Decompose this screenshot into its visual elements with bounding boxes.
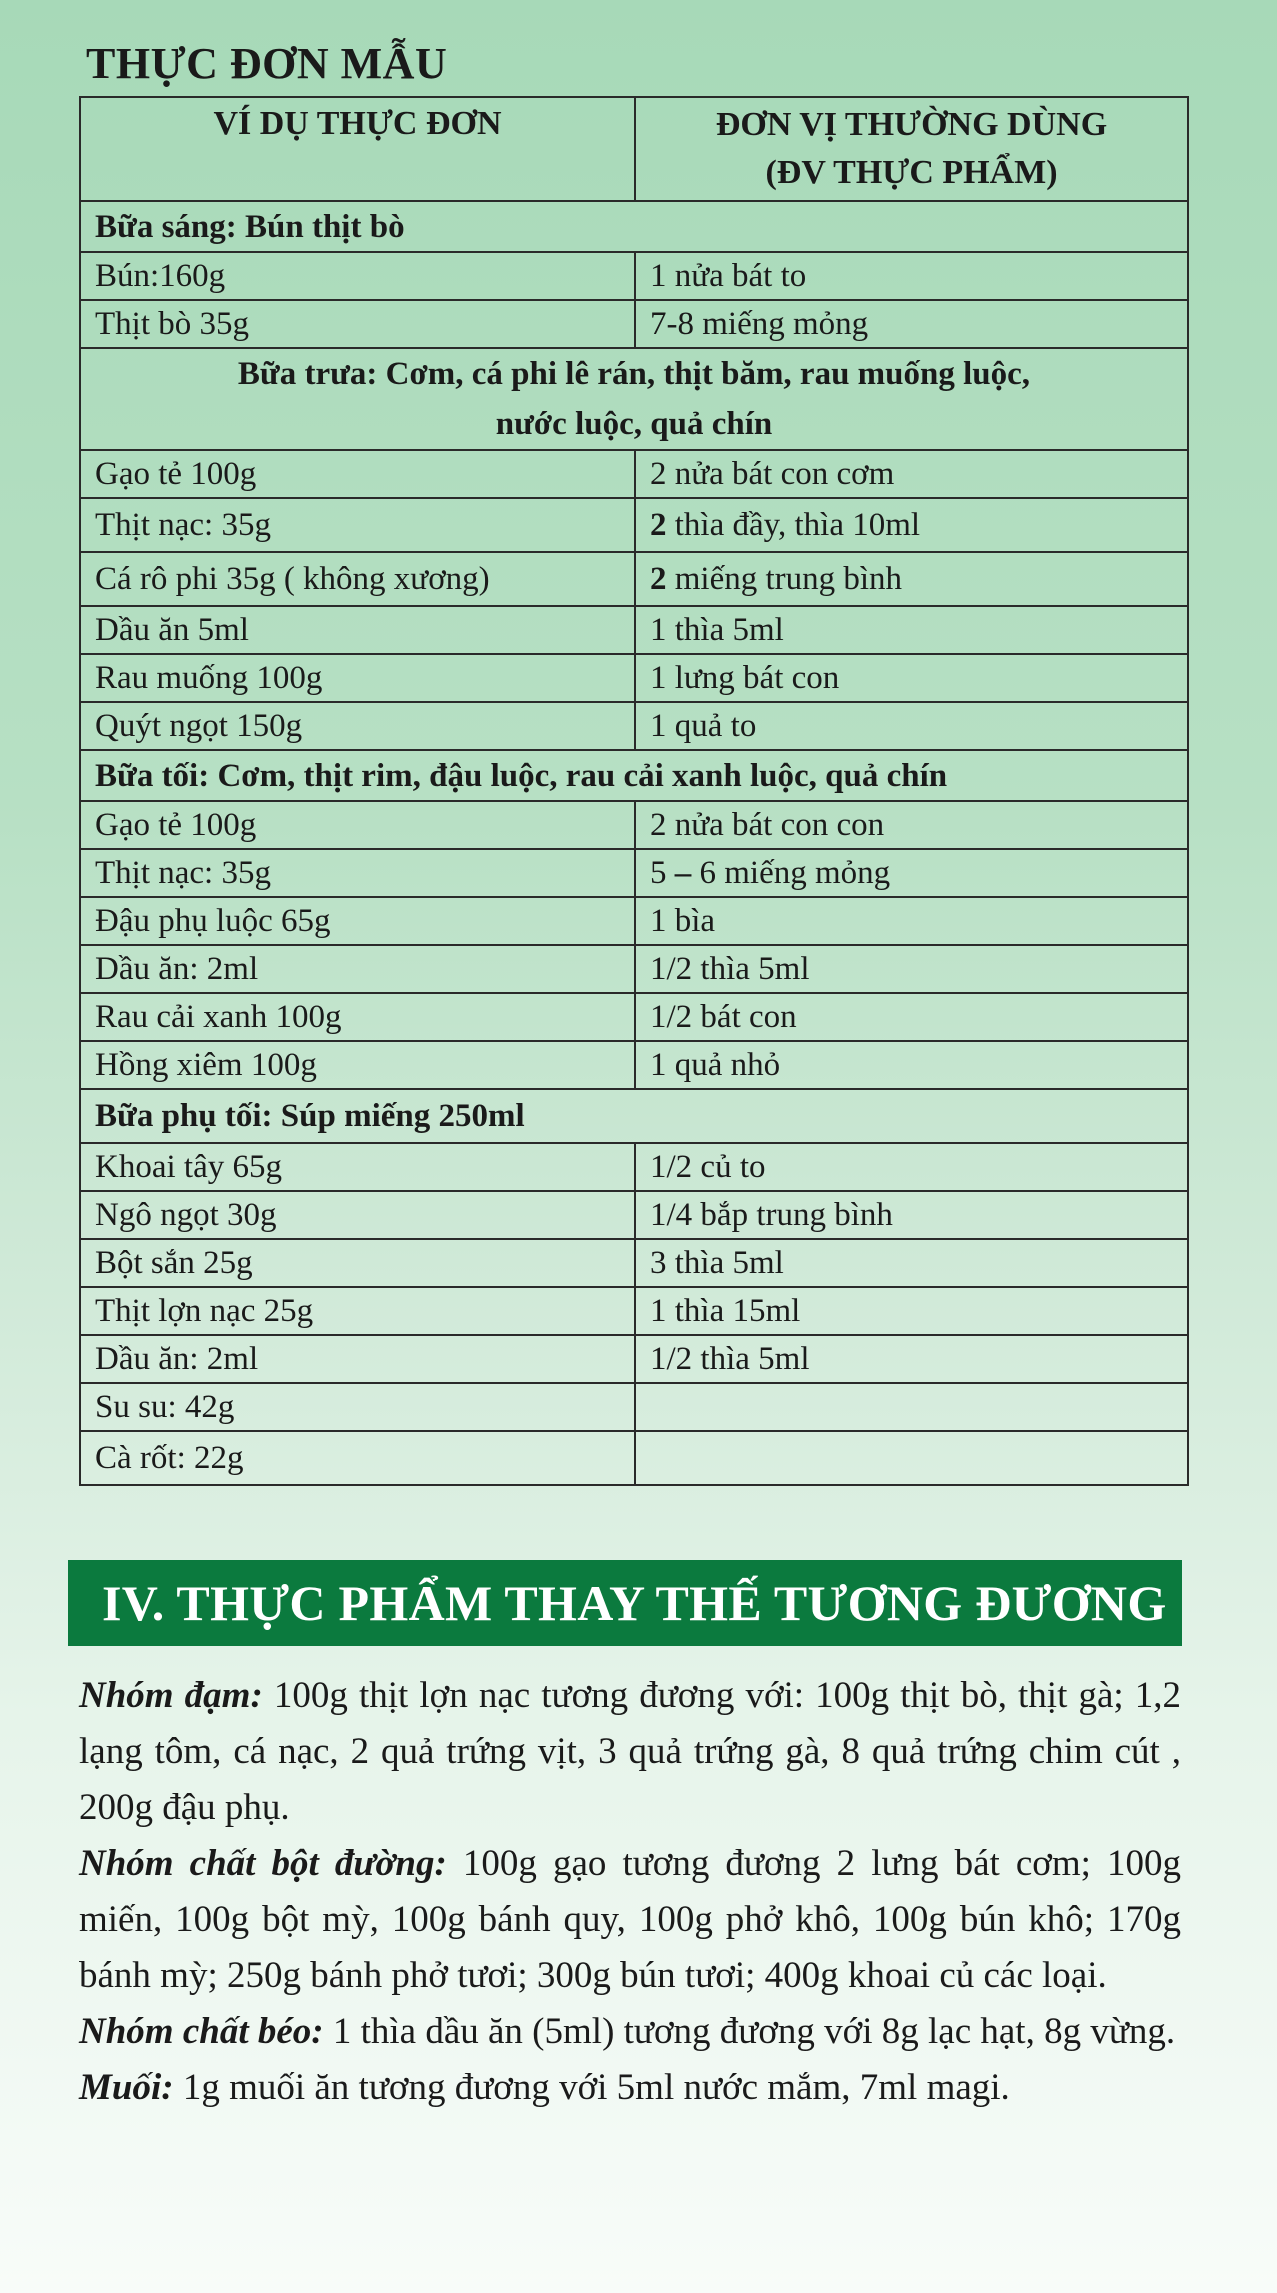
food-item: Bún:160g [80,252,635,300]
table-row [80,498,1188,552]
paragraph-body: 100g gạo tương đương 2 lưng bát cơm; 100g miến, 100g bột mỳ, 100g bánh quy, 100g phở khô, 100g bún khô; 170g bánh mỳ; 250g bánh phở tươi; 300g bún tươi; 400g khoai củ các loại. [79,1843,1182,1996]
paragraph-protein [79,1668,1181,1836]
food-unit: 1 nửa bát to [635,252,1188,300]
food-item: Hồng xiêm 100g [80,1041,635,1089]
paragraph-body: 1 thìa dầu ăn (5ml) tương đương với 8g lạc hạt, 8g vừng. [323,2011,1176,2052]
section-heading-line2: nước luộc, quả chín [495,406,773,442]
table-row [80,300,1188,348]
food-unit: 1/4 bắp trung bình [635,1191,1188,1239]
table-row [80,450,1188,498]
food-unit [635,552,1188,606]
paragraph-body: 100g thịt lợn nạc tương đương với: 100g thịt bò, thịt gà; 1,2 lạng tôm, cá nạc, 2 quả trứng vịt, 3 quả trứng gà, 8 quả trứng chim cút , 200g đậu phụ. [79,1675,1181,1828]
table-row [80,702,1188,750]
food-item: Thịt lợn nạc 25g [80,1287,635,1335]
header-common-unit-line1: ĐƠN VỊ THƯỜNG DÙNG [715,106,1108,143]
table-row [80,801,1188,849]
food-item: Gạo tẻ 100g [80,450,635,498]
paragraph-lead: Nhóm đạm: [79,1675,263,1716]
food-item: Ngô ngọt 30g [80,1191,635,1239]
section-lunch [80,348,1188,450]
table-row [80,993,1188,1041]
food-unit [635,1431,1188,1485]
unit-count: 5 [650,855,667,891]
section-heading-line1: Bữa trưa: Cơm, cá phi lê rán, thịt băm, rau muống luộc, [237,356,1031,392]
food-unit: 3 thìa 5ml [635,1239,1188,1287]
food-unit: 1 bìa [635,897,1188,945]
table-row [80,1287,1188,1335]
table-row [80,606,1188,654]
food-item: Cá rô phi 35g ( không xương) [80,552,635,606]
food-item: Rau cải xanh 100g [80,993,635,1041]
food-unit: 2 nửa bát con cơm [635,450,1188,498]
food-unit: 1 thìa 15ml [635,1287,1188,1335]
table-header-row [80,97,1188,201]
unit-text: 6 miếng mỏng [699,855,891,891]
table-row [80,1239,1188,1287]
table-row [80,945,1188,993]
food-item: Quýt ngọt 150g [80,702,635,750]
food-unit: 7-8 miếng mỏng [635,300,1188,348]
table-row [80,654,1188,702]
paragraph-lead: Nhóm chất bột đường: [79,1843,447,1884]
food-unit: 1/2 thìa 5ml [635,945,1188,993]
unit-count: 2 [650,507,667,543]
food-item: Bột sắn 25g [80,1239,635,1287]
food-unit [635,1383,1188,1431]
food-item: Dầu ăn: 2ml [80,1335,635,1383]
section-heading: Bữa tối: Cơm, thịt rim, đậu luộc, rau cải xanh luộc, quả chín [80,750,1188,801]
section-heading: Bữa sáng: Bún thịt bò [80,201,1188,252]
food-unit: 1 lưng bát con [635,654,1188,702]
sample-menu-table [79,96,1189,1486]
unit-text: miếng trung bình [666,561,903,597]
table-row [80,1041,1188,1089]
unit-text: thìa đầy, thìa 10ml [666,507,921,543]
table-row [80,849,1188,897]
food-item: Cà rốt: 22g [80,1431,635,1485]
food-item: Rau muống 100g [80,654,635,702]
header-common-unit-line2: (ĐV THỰC PHẨM) [765,154,1058,191]
paragraph-lead: Nhóm chất béo: [79,2011,324,2052]
paragraph-carbohydrate [79,1836,1181,2004]
paragraph-salt [79,2060,1181,2116]
section-heading [80,348,1188,450]
section-dinner [80,750,1188,801]
food-unit: 1/2 thìa 5ml [635,1335,1188,1383]
paragraph-fat [79,2004,1181,2060]
section-breakfast [80,201,1188,252]
paragraph-lead: Muối: [79,2067,174,2108]
section-banner: IV. THỰC PHẨM THAY THẾ TƯƠNG ĐƯƠNG [68,1560,1182,1646]
header-common-unit [635,97,1188,201]
substitution-text [79,1668,1181,2116]
table-row [80,252,1188,300]
unit-dash: – [666,855,700,891]
food-item: Thịt bò 35g [80,300,635,348]
unit-count: 2 [650,561,667,597]
table-row [80,1143,1188,1191]
food-unit: 1 quả to [635,702,1188,750]
food-item: Đậu phụ luộc 65g [80,897,635,945]
food-item: Thịt nạc: 35g [80,498,635,552]
table-row [80,897,1188,945]
food-item: Dầu ăn 5ml [80,606,635,654]
table-row [80,1191,1188,1239]
page-title: THỰC ĐƠN MẪU [86,39,448,88]
food-unit: 2 nửa bát con con [635,801,1188,849]
food-item: Su su: 42g [80,1383,635,1431]
paragraph-body: 1g muối ăn tương đương với 5ml nước mắm, 7ml magi. [173,2067,1010,2108]
food-item: Thịt nạc: 35g [80,849,635,897]
food-unit: 1 thìa 5ml [635,606,1188,654]
food-unit [635,849,1188,897]
section-heading: Bữa phụ tối: Súp miếng 250ml [80,1089,1188,1143]
section-evening-snack [80,1089,1188,1143]
food-unit [635,498,1188,552]
table-row [80,1335,1188,1383]
table-row [80,552,1188,606]
food-unit: 1/2 củ to [635,1143,1188,1191]
food-unit: 1/2 bát con [635,993,1188,1041]
header-example-menu: VÍ DỤ THỰC ĐƠN [80,97,635,201]
table-row [80,1431,1188,1485]
food-item: Khoai tây 65g [80,1143,635,1191]
food-item: Gạo tẻ 100g [80,801,635,849]
food-unit: 1 quả nhỏ [635,1041,1188,1089]
food-item: Dầu ăn: 2ml [80,945,635,993]
table-row [80,1383,1188,1431]
